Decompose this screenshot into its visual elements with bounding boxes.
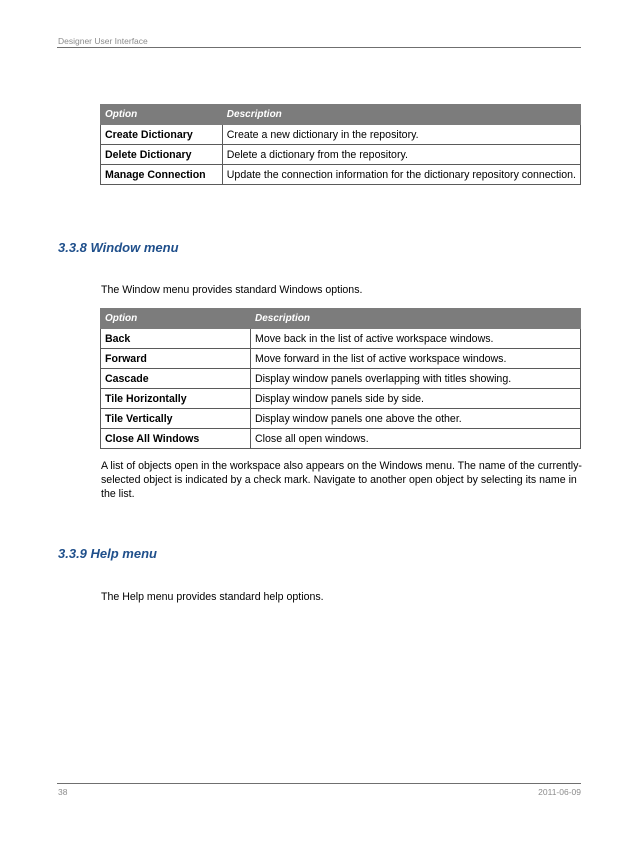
table-row — [101, 329, 581, 349]
table-row — [101, 409, 581, 429]
page-date: 2011-06-09 — [538, 787, 581, 797]
description-cell: Create a new dictionary in the repository. — [222, 125, 580, 145]
option-cell: Delete Dictionary — [101, 145, 223, 165]
option-cell: Close All Windows — [101, 429, 251, 449]
section-heading-help-menu: 3.3.9 Help menu — [58, 546, 157, 561]
page-number: 38 — [58, 787, 68, 797]
column-header-option: Option — [101, 309, 251, 329]
table-header-row — [101, 309, 581, 329]
footer-divider — [57, 783, 581, 784]
option-cell: Manage Connection — [101, 165, 223, 185]
running-header: Designer User Interface — [58, 36, 148, 46]
help-menu-intro: The Help menu provides standard help options. — [101, 591, 324, 603]
window-options-table — [100, 308, 581, 449]
table-row — [101, 349, 581, 369]
description-cell: Delete a dictionary from the repository. — [222, 145, 580, 165]
table-row — [101, 389, 581, 409]
option-cell: Tile Horizontally — [101, 389, 251, 409]
table-row — [101, 125, 581, 145]
column-header-description: Description — [222, 105, 580, 125]
description-cell: Display window panels overlapping with titles showing. — [251, 369, 581, 389]
column-header-description: Description — [251, 309, 581, 329]
window-menu-intro: The Window menu provides standard Windows options. — [101, 284, 363, 296]
window-menu-note: A list of objects open in the workspace also appears on the Windows menu. The name of the currently-selected object is indicated by a check mark. Navigate to another open object by selecting its name in the list. — [101, 460, 582, 500]
description-cell: Display window panels side by side. — [251, 389, 581, 409]
section-heading-window-menu: 3.3.8 Window menu — [58, 240, 179, 255]
table-row — [101, 145, 581, 165]
description-cell: Close all open windows. — [251, 429, 581, 449]
description-cell: Move back in the list of active workspace windows. — [251, 329, 581, 349]
description-cell: Display window panels one above the other. — [251, 409, 581, 429]
option-cell: Cascade — [101, 369, 251, 389]
header-divider — [57, 47, 581, 48]
option-cell: Back — [101, 329, 251, 349]
option-cell: Tile Vertically — [101, 409, 251, 429]
table-row — [101, 165, 581, 185]
option-cell: Create Dictionary — [101, 125, 223, 145]
table-row — [101, 369, 581, 389]
option-cell: Forward — [101, 349, 251, 369]
column-header-option: Option — [101, 105, 223, 125]
dictionary-options-table — [100, 104, 581, 185]
table-header-row — [101, 105, 581, 125]
table-row — [101, 429, 581, 449]
description-cell: Update the connection information for the dictionary repository connection. — [222, 165, 580, 185]
description-cell: Move forward in the list of active workspace windows. — [251, 349, 581, 369]
